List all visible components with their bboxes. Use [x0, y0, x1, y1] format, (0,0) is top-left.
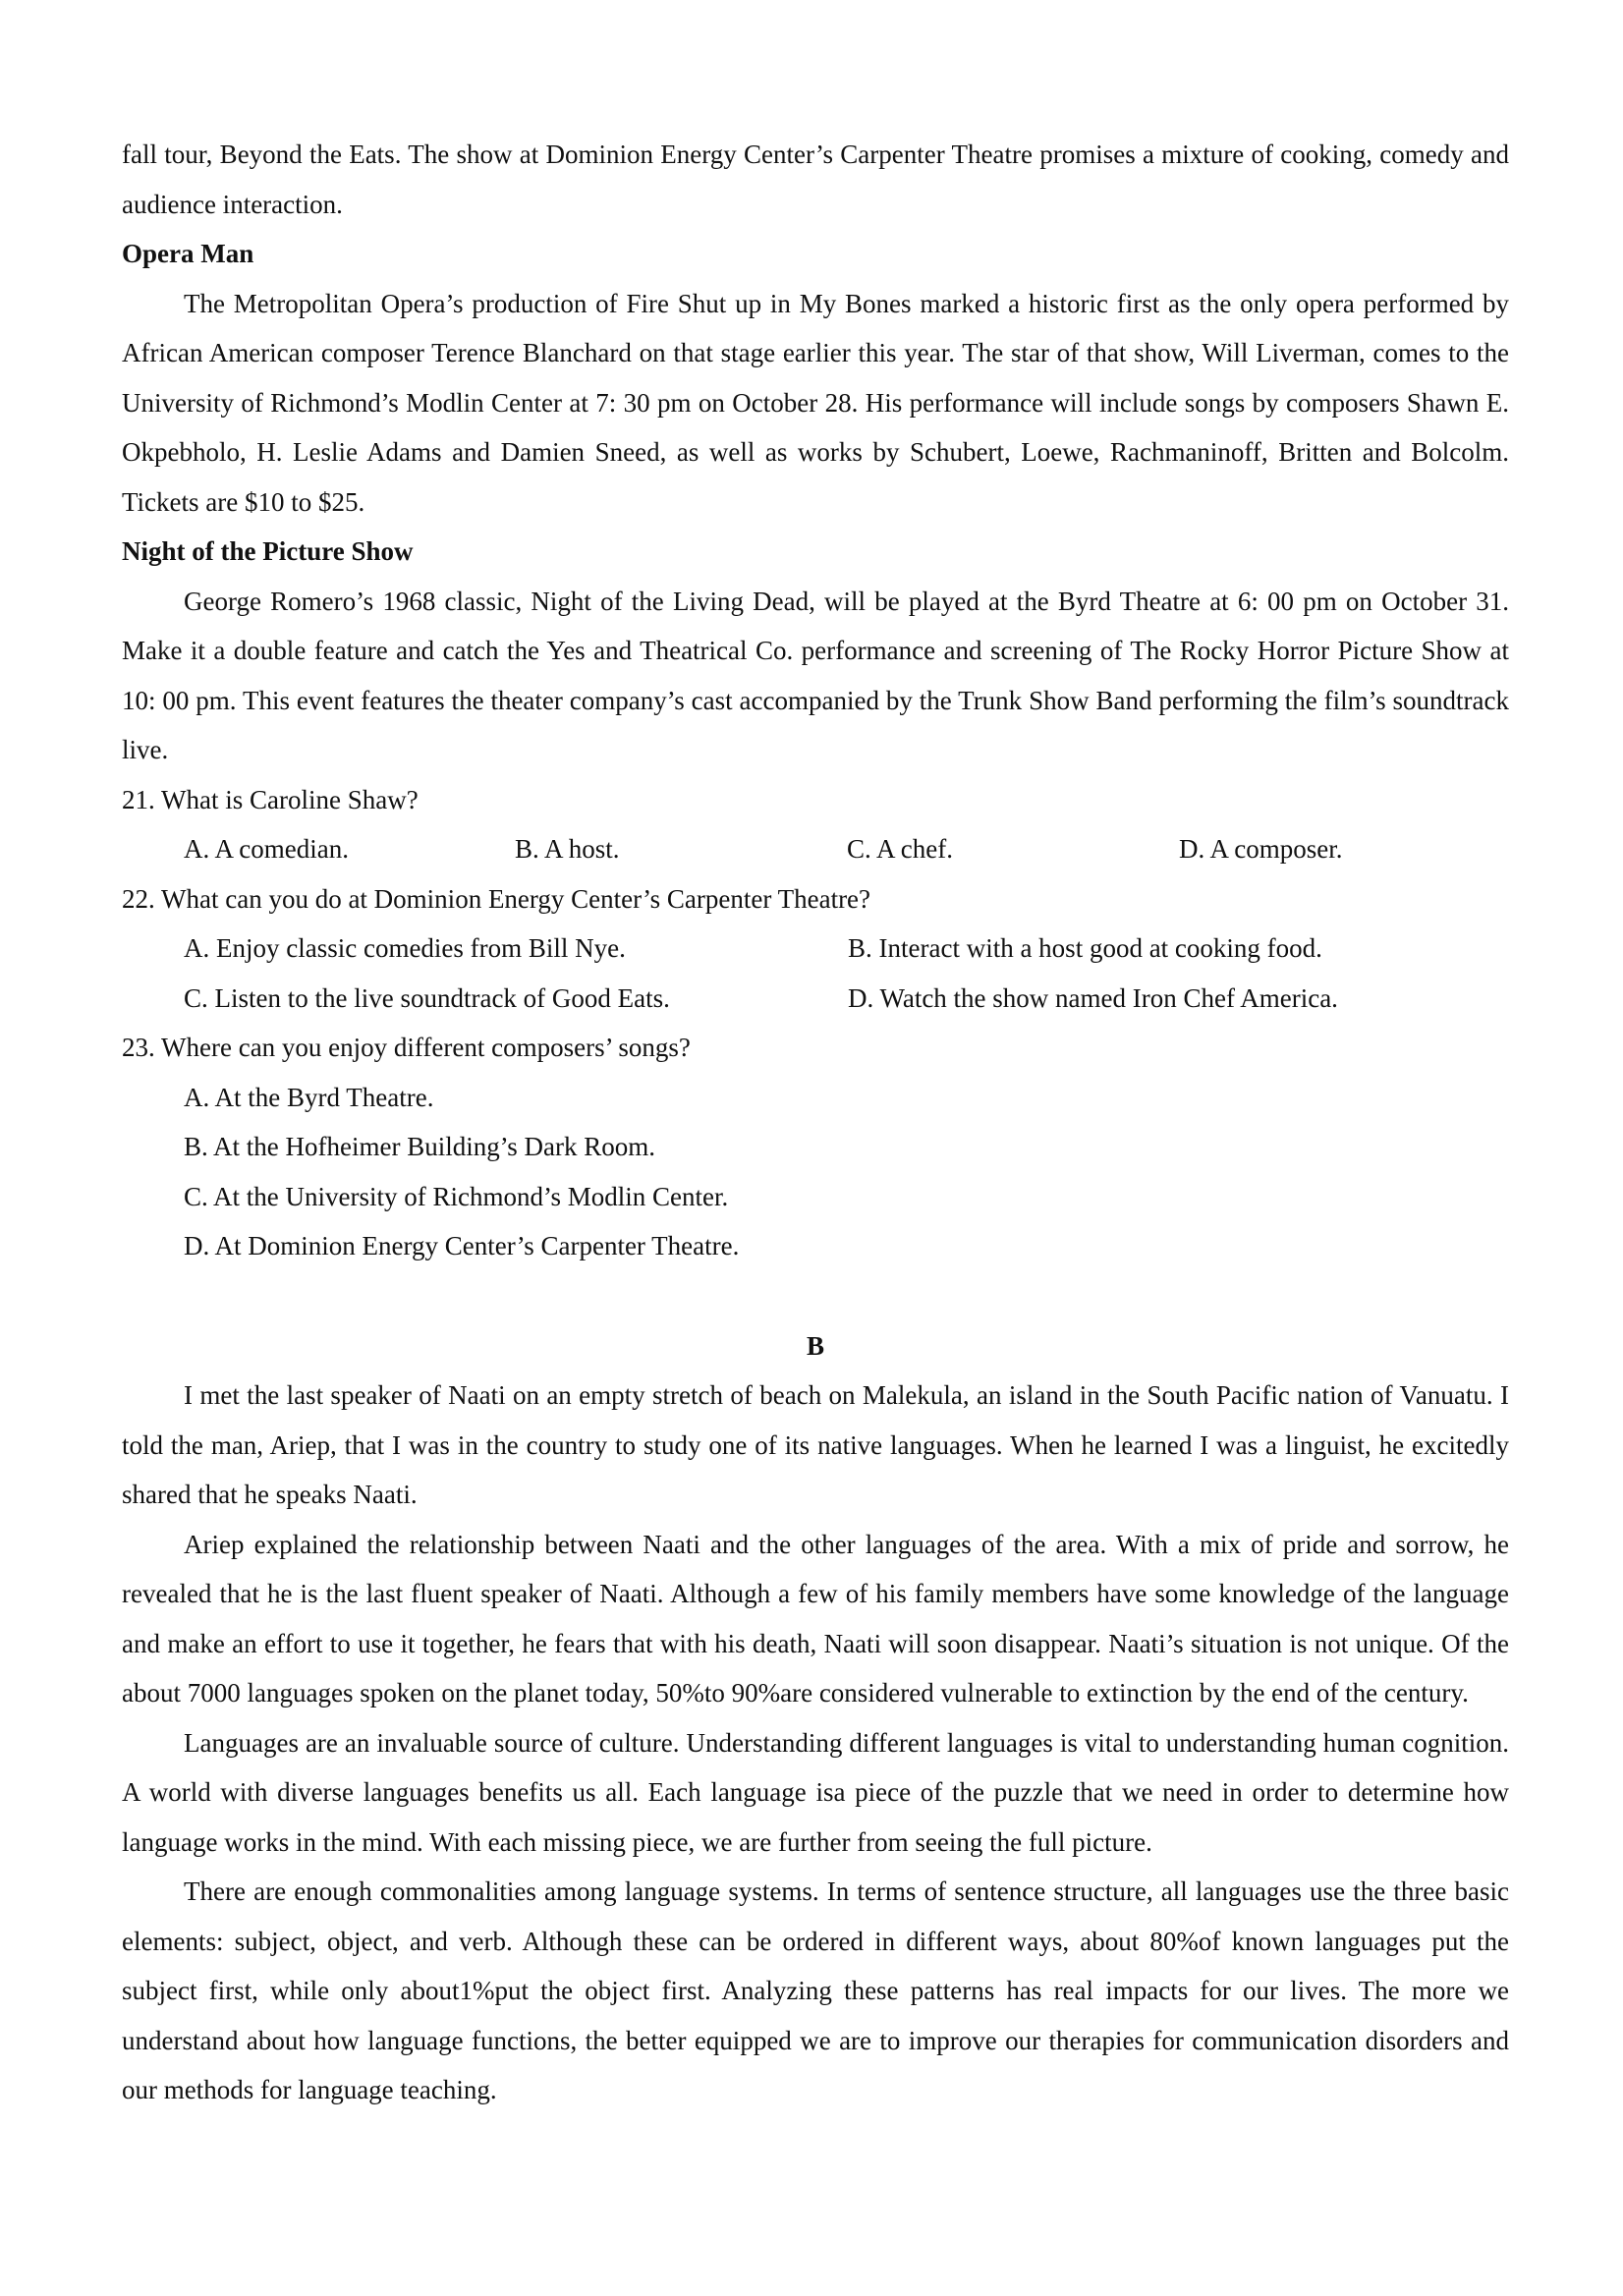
question-22: [122, 874, 1509, 1024]
option-b: B. At the Hofheimer Building’s Dark Room.: [184, 1132, 655, 1161]
option-c: C. Listen to the live soundtrack of Good Eats.: [184, 982, 670, 1013]
question-stem: 21. What is Caroline Shaw?: [122, 784, 419, 814]
passage-b-paragraph-4: There are enough commonalities among language systems. In terms of sentence structure, all languages use the three basic elements: subject, object, and verb. Although these can be ordered in different ways, about 80%of known languages put the subject first, while only about1%put the object first. Analyzing these patterns has real impacts for our lives. The more we understand about how language functions, the better equipped we are to improve our therapies for communication disorders and our methods for language teaching.: [122, 1876, 1509, 2104]
option-a: A. Enjoy classic comedies from Bill Nye.: [184, 933, 626, 963]
opera-man-heading: Opera Man: [122, 239, 254, 268]
option-d: D. Watch the show named Iron Chef America.: [848, 982, 1338, 1013]
question-stem: 23. Where can you enjoy different composers’ songs?: [122, 1033, 691, 1062]
option-a: A. A comedian.: [184, 834, 349, 864]
opera-man-paragraph: The Metropolitan Opera’s production of Fire Shut up in My Bones marked a historic first as the only opera performed by African American composer Terence Blanchard on that stage earlier this year. The star of that show, Will Liverman, comes to the University of Richmond’s Modlin Center at 7: 30 pm on October 28. His performance will include songs by composers Shawn E. Okpebholo, H. Leslie Adams and Damien Sneed, as well as works by Schubert, Loewe, Rachmaninoff, Britten and Bolcolm. Tickets are $10 to $25.: [122, 288, 1509, 517]
exam-page: [122, 130, 1509, 2115]
answer-options: [122, 824, 1509, 874]
question-stem: 22. What can you do at Dominion Energy Center’s Carpenter Theatre?: [122, 883, 871, 914]
answer-options-row-2: [122, 974, 1509, 1024]
section-b-label: B: [806, 1330, 824, 1361]
answer-options-row-1: [122, 924, 1509, 974]
passage-b-paragraph-1: I met the last speaker of Naati on an empty stretch of beach on Malekula, an island in the South Pacific nation of Vanuatu. I told the man, Ariep, that I was in the country to study one of its native languages. When he learned I was a linguist, he excitedly shared that he speaks Naati.: [122, 1380, 1509, 1509]
option-c: C. At the University of Richmond’s Modlin Center.: [184, 1181, 729, 1211]
passage-b-paragraph-3: Languages are an invaluable source of culture. Understanding different languages is vital to understanding human cognition. A world with diverse languages benefits us all. Each language isa piece of the puzzle that we need in order to determine how language works in the mind. With each missing piece, we are further from seeing the full picture.: [122, 1727, 1509, 1857]
passage-b-paragraph-2: Ariep explained the relationship between Naati and the other languages of the area. With a mix of pride and sorrow, he revealed that he is the last fluent speaker of Naati. Although a few of his family members have some knowledge of the language and make an effort to use it together, he fears that with his death, Naati will soon disappear. Naati’s situation is not unique. Of the about 7000 languages spoken on the planet today, 50%to 90%are considered vulnerable to extinction by the end of the century.: [122, 1529, 1509, 1708]
option-c: C. A chef.: [847, 834, 953, 864]
question-23: [122, 1023, 1509, 1271]
option-b: B. Interact with a host good at cooking food.: [848, 933, 1322, 963]
intro-continued-paragraph: fall tour, Beyond the Eats. The show at Dominion Energy Center’s Carpenter Theatre promises a mixture of cooking, comedy and audience interaction.: [122, 140, 1509, 219]
option-d: D. At Dominion Energy Center’s Carpenter Theatre.: [184, 1231, 740, 1260]
option-d: D. A composer.: [1179, 834, 1343, 864]
picture-show-paragraph: George Romero’s 1968 classic, Night of the Living Dead, will be played at the Byrd Theatre at 6: 00 pm on October 31. Make it a double feature and catch the Yes and Theatrical Co. performance and screening of The Rocky Horror Picture Show at 10: 00 pm. This event features the theater company’s cast accompanied by the Trunk Show Band performing the film’s soundtrack live.: [122, 586, 1509, 764]
picture-show-heading: Night of the Picture Show: [122, 536, 414, 566]
option-b: B. A host.: [515, 834, 620, 864]
question-21: [122, 775, 1509, 874]
option-a: A. At the Byrd Theatre.: [184, 1082, 434, 1112]
